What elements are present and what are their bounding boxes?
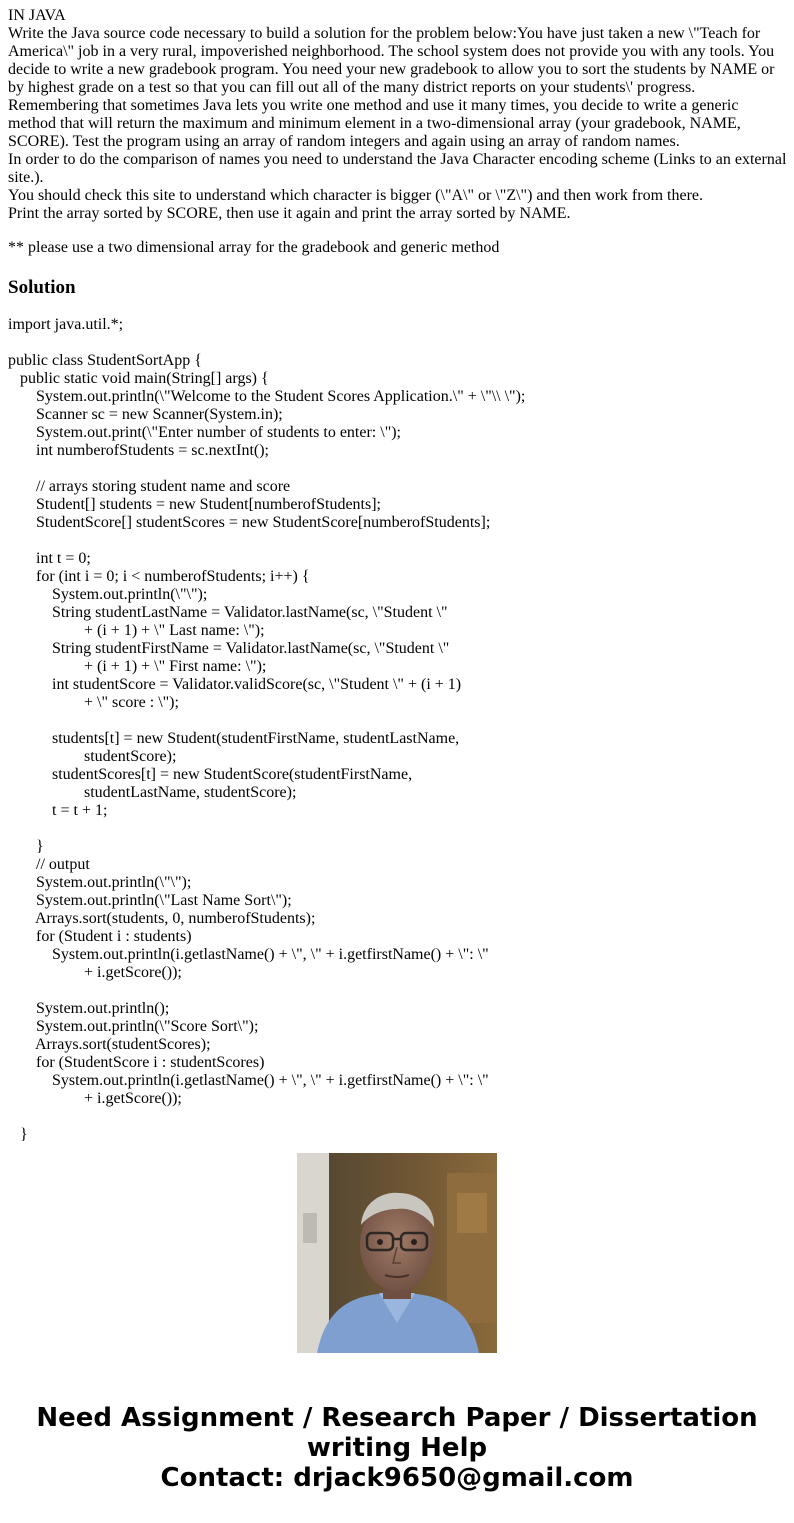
code-line: students[t] = new Student(studentFirstName, studentLastName, bbox=[52, 730, 460, 747]
code-line bbox=[0, 982, 525, 1000]
code-line bbox=[0, 1108, 525, 1126]
question-line: In order to do the comparison of names you need to understand the Java Character encoding scheme (Links to an external site.). bbox=[8, 151, 787, 186]
code-line: Student[] students = new Student[numberofStudents]; bbox=[36, 496, 381, 513]
author-avatar bbox=[297, 1153, 497, 1353]
code-line bbox=[0, 820, 525, 838]
solution-heading: Solution bbox=[8, 277, 76, 298]
code-line: System.out.println(i.getlastName() + \", \" + i.getfirstName() + \": \" bbox=[52, 1072, 489, 1089]
question-line: Write the Java source code necessary to build a solution for the problem below:You have just taken a new \"Teach for America\" job in a very rural, impoverished neighborhood. The school system does not provide you with any tools. You decide to write a new gradebook program. You need your new gradebook to allow you to sort the students by NAME or by highest grade on a test so that you can fill out all of the many district reports on your students\' progress. bbox=[8, 25, 775, 96]
code-line: studentScore); bbox=[84, 748, 177, 765]
promo-contact: Contact: drjack9650@gmail.com bbox=[160, 1463, 634, 1493]
promo-banner bbox=[0, 1403, 794, 1493]
code-line: + (i + 1) + \" First name: \"); bbox=[84, 658, 267, 675]
code-line: Scanner sc = new Scanner(System.in); bbox=[36, 406, 283, 423]
author-portrait-image bbox=[297, 1153, 497, 1353]
code-line bbox=[0, 712, 525, 730]
code-line: public class StudentSortApp { bbox=[8, 352, 202, 369]
question-line: You should check this site to understand which character is bigger (\"A\" or \"Z\") and then work from there. bbox=[8, 187, 703, 204]
code-line: + (i + 1) + \" Last name: \"); bbox=[84, 622, 265, 639]
code-line bbox=[0, 334, 525, 352]
question-text bbox=[8, 7, 788, 223]
code-line: String studentLastName = Validator.lastName(sc, \"Student \" bbox=[52, 604, 448, 621]
question-line: Remembering that sometimes Java lets you write one method and use it many times, you decide to write a generic method that will return the maximum and minimum element in a two-dimensional array (your gradebook, NAME, SCORE). Test the program using an array of random integers and again using an array of random names. bbox=[8, 97, 741, 150]
code-line: for (StudentScore i : studentScores) bbox=[36, 1054, 265, 1071]
promo-line-1: Need Assignment / Research Paper / Dissertation bbox=[36, 1403, 758, 1433]
code-line: System.out.println(i.getlastName() + \", \" + i.getfirstName() + \": \" bbox=[52, 946, 489, 963]
code-line bbox=[0, 460, 525, 478]
question-line: IN JAVA bbox=[8, 7, 66, 24]
code-line: System.out.println(\"Last Name Sort\"); bbox=[36, 892, 292, 909]
code-line: int studentScore = Validator.validScore(sc, \"Student \" + (i + 1) bbox=[52, 676, 462, 693]
code-line: + i.getScore()); bbox=[84, 964, 182, 981]
code-line: Arrays.sort(students, 0, numberofStudents); bbox=[35, 910, 316, 927]
code-line: // arrays storing student name and score bbox=[36, 478, 291, 495]
code-line: // output bbox=[36, 856, 90, 873]
promo-line-2: writing Help bbox=[306, 1433, 488, 1463]
code-line: for (Student i : students) bbox=[36, 928, 192, 945]
code-block bbox=[0, 316, 794, 1143]
code-line bbox=[0, 532, 525, 550]
code-line: t = t + 1; bbox=[52, 802, 108, 819]
code-line: import java.util.*; bbox=[8, 316, 124, 333]
code-line: public static void main(String[] args) { bbox=[20, 370, 269, 387]
code-line: System.out.println(); bbox=[36, 1000, 170, 1017]
code-line: int numberofStudents = sc.nextInt(); bbox=[36, 442, 269, 459]
code-line: System.out.println(\"\"); bbox=[52, 586, 208, 603]
question-note: ** please use a two dimensional array for the gradebook and generic method bbox=[8, 239, 500, 256]
code-line: String studentFirstName = Validator.lastName(sc, \"Student \" bbox=[52, 640, 450, 657]
code-line: StudentScore[] studentScores = new StudentScore[numberofStudents]; bbox=[36, 514, 491, 531]
code-line: int t = 0; bbox=[36, 550, 91, 567]
code-line: studentScores[t] = new StudentScore(studentFirstName, bbox=[52, 766, 413, 783]
code-line: System.out.println(\"\"); bbox=[36, 874, 192, 891]
code-line: } bbox=[20, 1126, 28, 1143]
code-line: for (int i = 0; i < numberofStudents; i++) { bbox=[36, 568, 310, 585]
code-line: System.out.print(\"Enter number of students to enter: \"); bbox=[36, 424, 401, 441]
code-line: + i.getScore()); bbox=[84, 1090, 182, 1107]
code-line: Arrays.sort(studentScores); bbox=[35, 1036, 211, 1053]
question-line: Print the array sorted by SCORE, then use it again and print the array sorted by NAME. bbox=[8, 205, 571, 222]
code-line: System.out.println(\"Welcome to the Student Scores Application.\" + \"\\ \"); bbox=[36, 388, 526, 405]
code-listing bbox=[0, 316, 525, 1144]
code-line: System.out.println(\"Score Sort\"); bbox=[36, 1018, 259, 1035]
code-line: } bbox=[36, 838, 44, 855]
code-line: studentLastName, studentScore); bbox=[84, 784, 297, 801]
code-line: + \" score : \"); bbox=[84, 694, 179, 711]
